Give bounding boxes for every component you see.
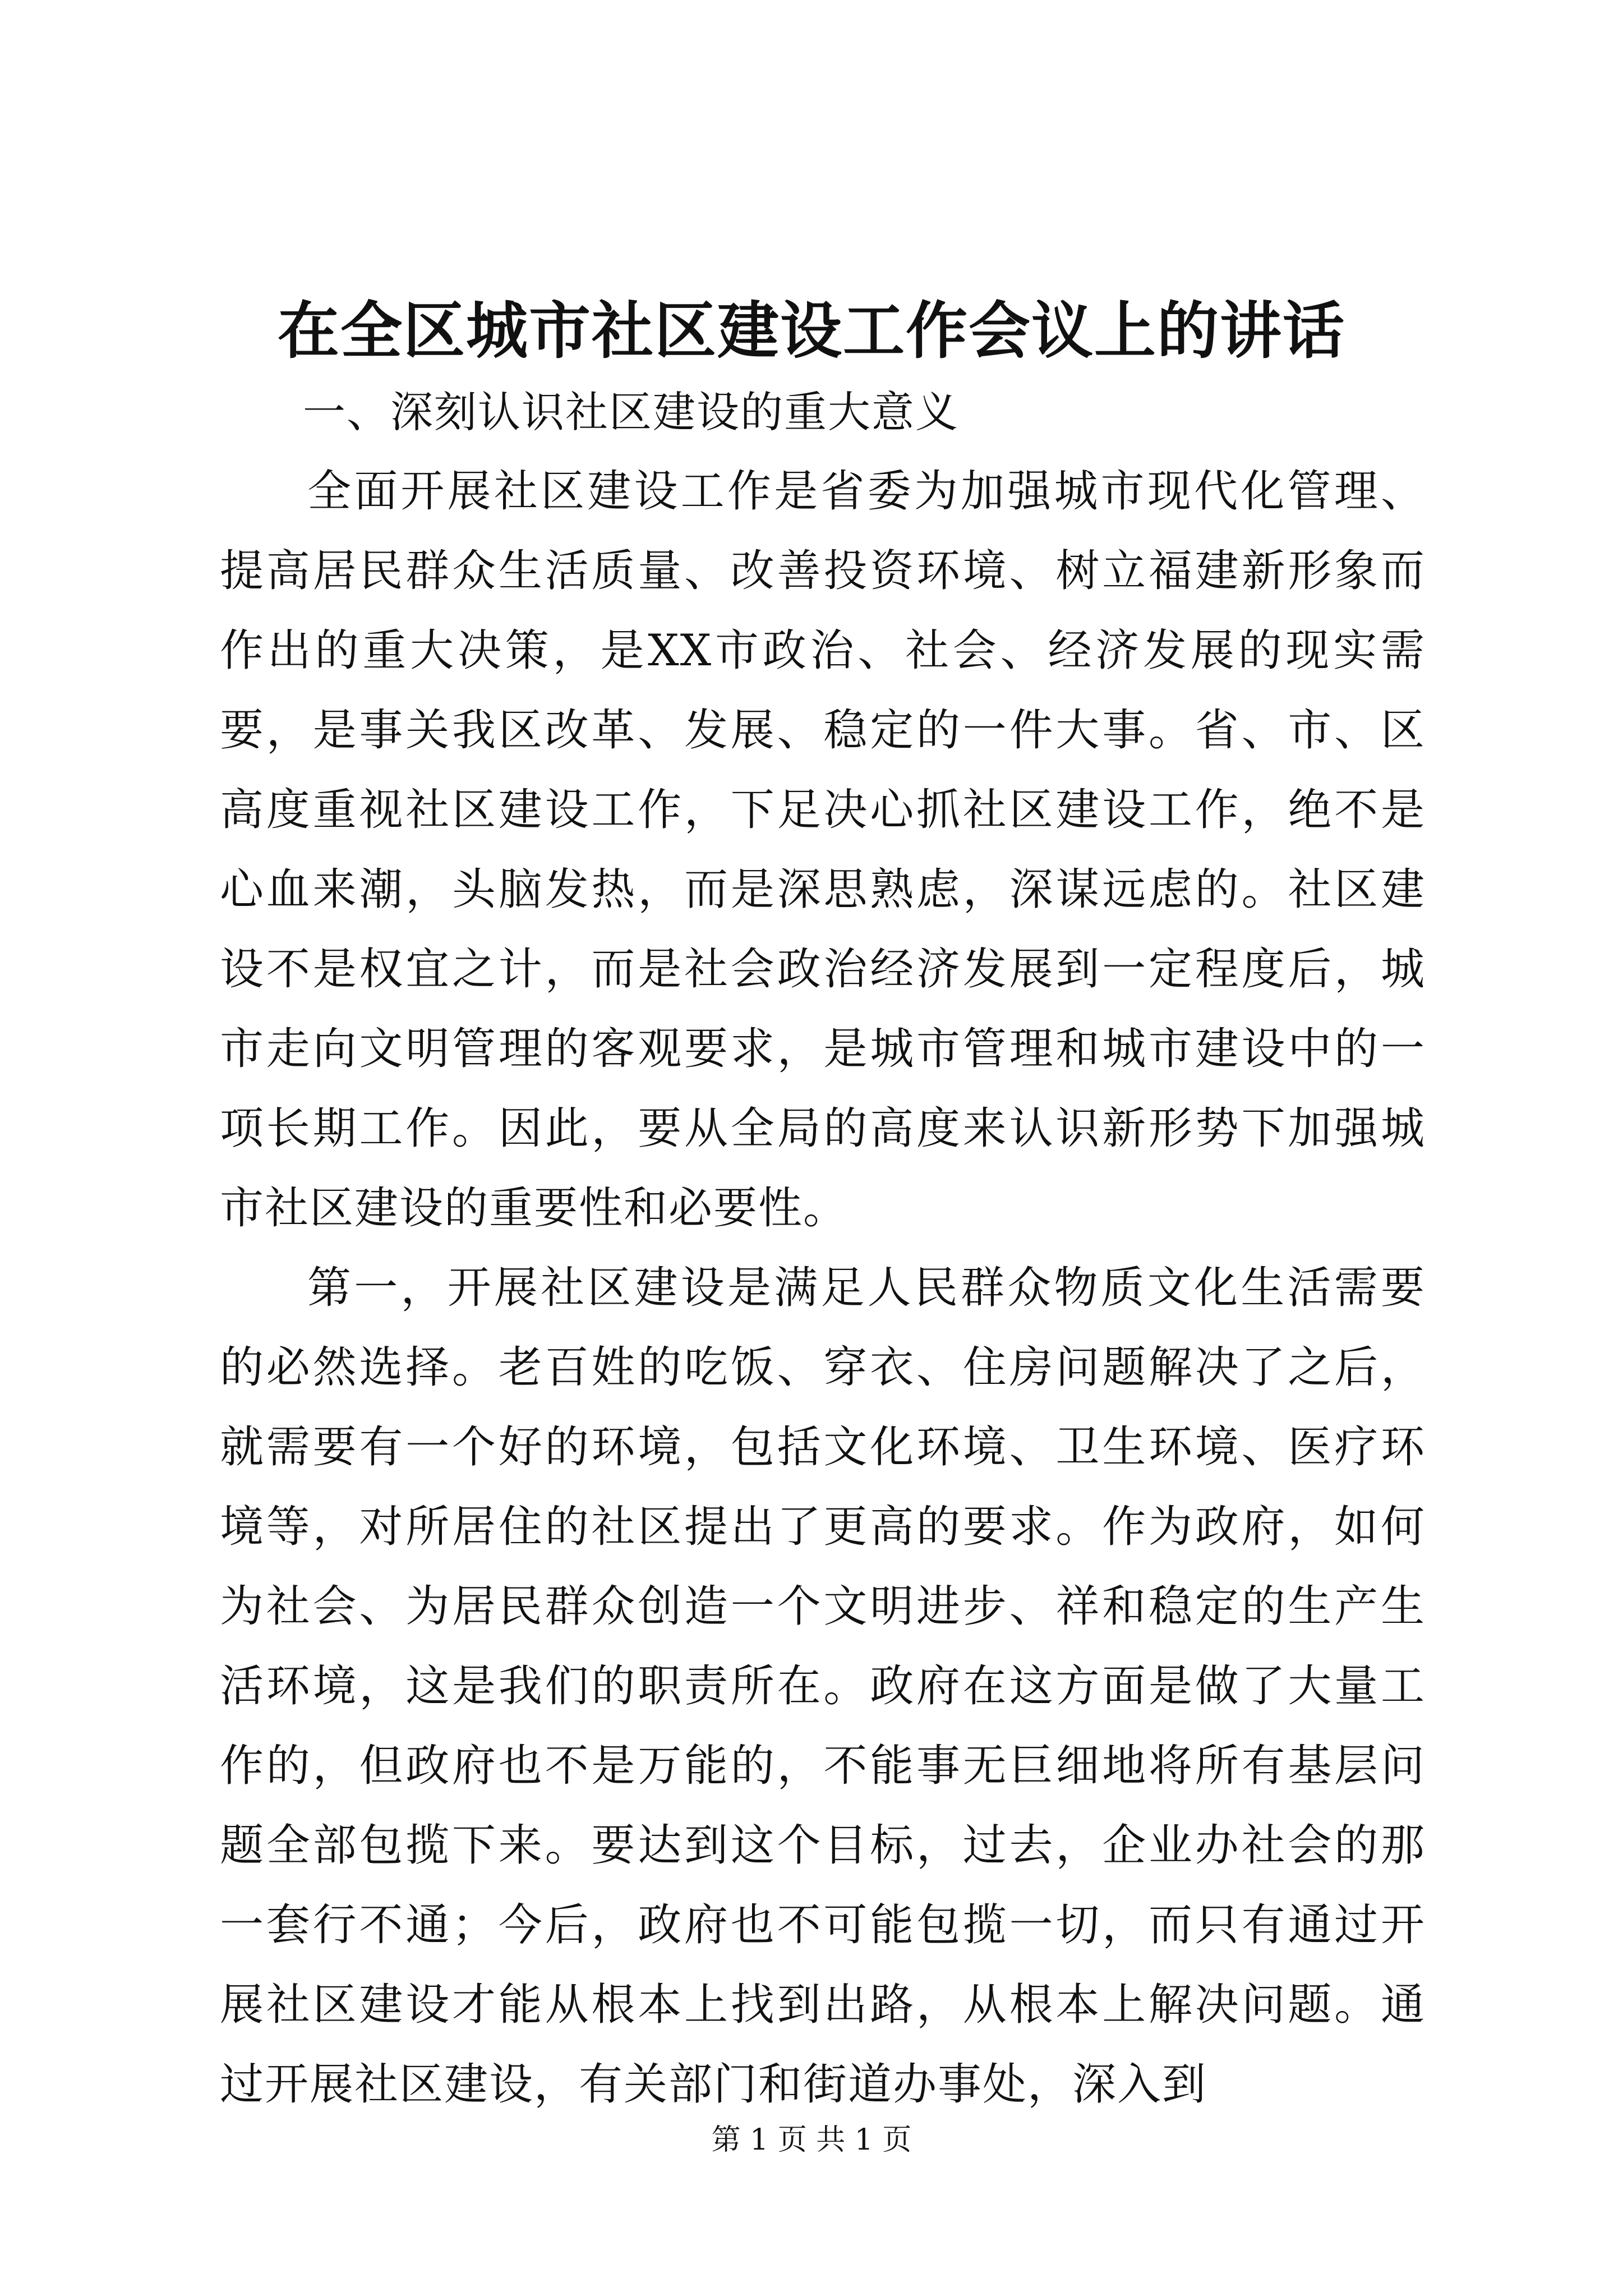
- page-footer: [0, 2118, 1623, 2162]
- document-body: [220, 452, 1426, 2124]
- paragraph: 第一，开展社区建设是满足人民群众物质文化生活需要的必然选择。老百姓的吃饭、穿衣、住房问题解决了之后，就需要有一个好的环境，包括文化环境、卫生环境、医疗环境等，对所居住的社区提出了更高的要求。作为政府，如何为社会、为居民群众创造一个文明进步、祥和稳定的生产生活环境，这是我们的职责所在。政府在这方面是做了大量工作的，但政府也不是万能的，不能事无巨细地将所有基层问题全部包揽下来。要达到这个目标，过去，企业办社会的那一套行不通；今后，政府也不可能包揽一切，而只有通过开展社区建设才能从根本上找到出路，从根本上解决问题。通过开展社区建设，有关部门和街道办事处，深入到: [220, 1263, 1426, 2110]
- paragraph: 全面开展社区建设工作是省委为加强城市现代化管理、提高居民群众生活质量、改善投资环境、树立福建新形象而作出的重大决策，是XX市政治、社会、经济发展的现实需要，是事关我区改革、发展、稳定的一件大事。省、市、区高度重视社区建设工作，下足决心抓社区建设工作，绝不是心血来潮，头脑发热，而是深思熟虑，深谋远虑的。社区建设不是权宜之计，而是社会政治经济发展到一定程度后，城市走向文明管理的客观要求，是城市管理和城市建设中的一项长期工作。因此，要从全局的高度来认识新形势下加强城市社区建设的重要性和必要性。: [220, 466, 1426, 1234]
- page-number-label: 第 1 页 共 1 页: [711, 2123, 912, 2157]
- document-title: 在全区城市社区建设工作会议上的讲话: [278, 295, 1345, 367]
- section-heading: 一、深刻认识社区建设的重大意义: [303, 387, 959, 437]
